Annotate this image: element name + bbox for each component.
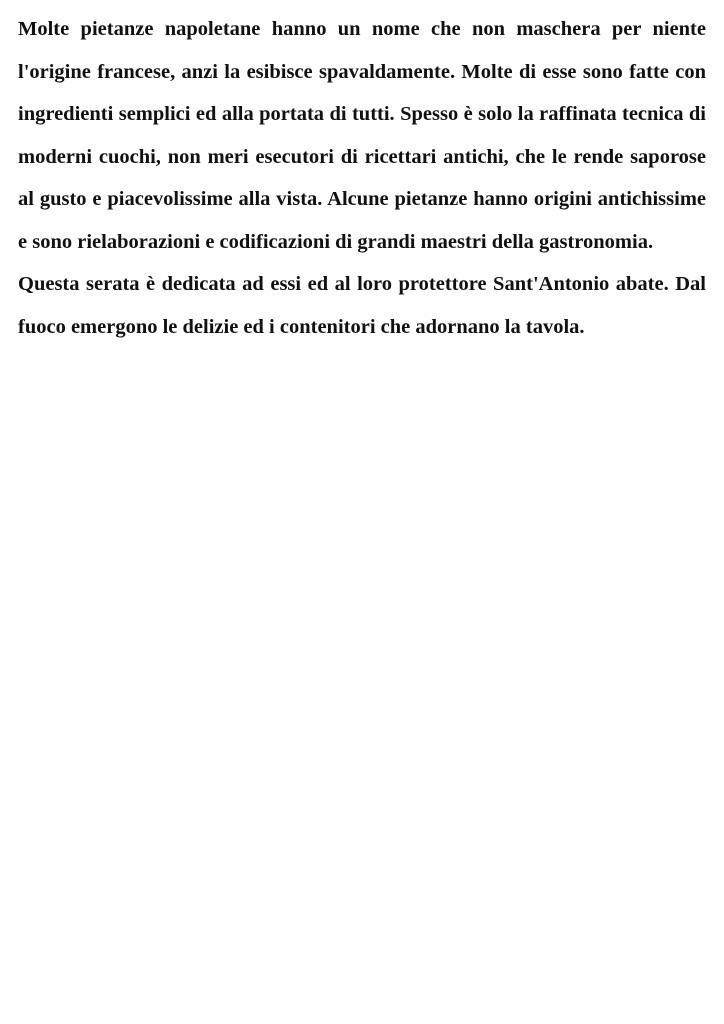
document-page: [18, 8, 706, 348]
paragraph-intro: Molte pietanze napoletane hanno un nome che non maschera per niente l'origine francese, anzi la esibisce spavaldamente. Molte di esse sono fatte con ingredienti semplici ed alla portata di tutti. Spesso è solo la raffinata tecnica di moderni cuochi, non meri esecutori di ricettari antichi, che le rende saporose al gusto e piacevolissime alla vista. Alcune pietanze hanno origini antichissime e sono rielaborazioni e codificazioni di grandi maestri della gastronomia.: [18, 18, 706, 253]
paragraph-dedication: Questa serata è dedicata ad essi ed al loro protettore Sant'Antonio abate. Dal fuoco emergono le delizie ed i contenitori che adornano la tavola.: [18, 273, 706, 338]
